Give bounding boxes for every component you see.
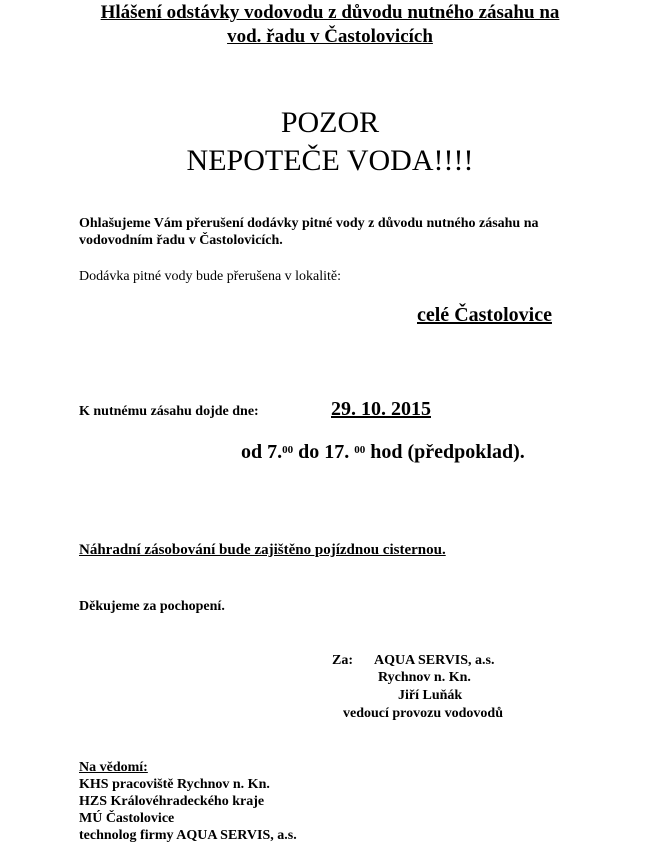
warning-heading-line-2: NEPOTEČE VODA!!!! [186, 144, 474, 177]
replacement-supply: Náhradní zásobování bude zajištěno pojízdnou cisternou. [79, 542, 446, 558]
date-label: K nutnému zásahu dojde dne: [79, 404, 259, 419]
signature-name: Jiří Luňák [398, 688, 463, 703]
warning-heading-line-1: POZOR [280, 106, 380, 139]
time-from: od 7. [241, 441, 283, 463]
announcement-line-2: vodovodním řadu v Častolovicích. [79, 233, 283, 248]
time-suffix: hod (předpoklad). [365, 441, 525, 463]
time-from-minutes: 00 [282, 444, 294, 456]
date-value: 29. 10. 2015 [331, 398, 431, 420]
notice-block [79, 759, 297, 844]
signature-company: AQUA SERVIS, a.s. [374, 653, 495, 668]
location-intro: Dodávka pitné vody bude přerušena v lokalitě: [79, 269, 342, 284]
notice-heading: Na vědomí: [79, 760, 148, 775]
notice-item: HZS Královéhradeckého kraje [79, 794, 265, 809]
location-value: celé Častolovice [417, 304, 552, 326]
document-title-line-1: Hlášení odstávky vodovodu z důvodu nutného zásahu na [100, 2, 560, 23]
time-to: do 17. [293, 441, 355, 463]
signature-city: Rychnov n. Kn. [378, 670, 471, 685]
announcement-line-1: Ohlašujeme Vám přerušení dodávky pitné vody z důvodu nutného zásahu na [79, 216, 539, 231]
time-range [241, 440, 525, 464]
notice-item: technolog firmy AQUA SERVIS, a.s. [79, 828, 297, 843]
thanks-text: Děkujeme za pochopení. [79, 599, 225, 614]
document-title-line-2: vod. řadu v Častolovicích [227, 26, 433, 47]
notice-item: MÚ Častolovice [79, 811, 175, 826]
signature-role: vedoucí provozu vodovodů [343, 706, 503, 721]
time-to-minutes: 00 [354, 444, 366, 456]
notice-item: KHS pracoviště Rychnov n. Kn. [79, 777, 270, 792]
signature-za-label: Za: [332, 653, 353, 668]
